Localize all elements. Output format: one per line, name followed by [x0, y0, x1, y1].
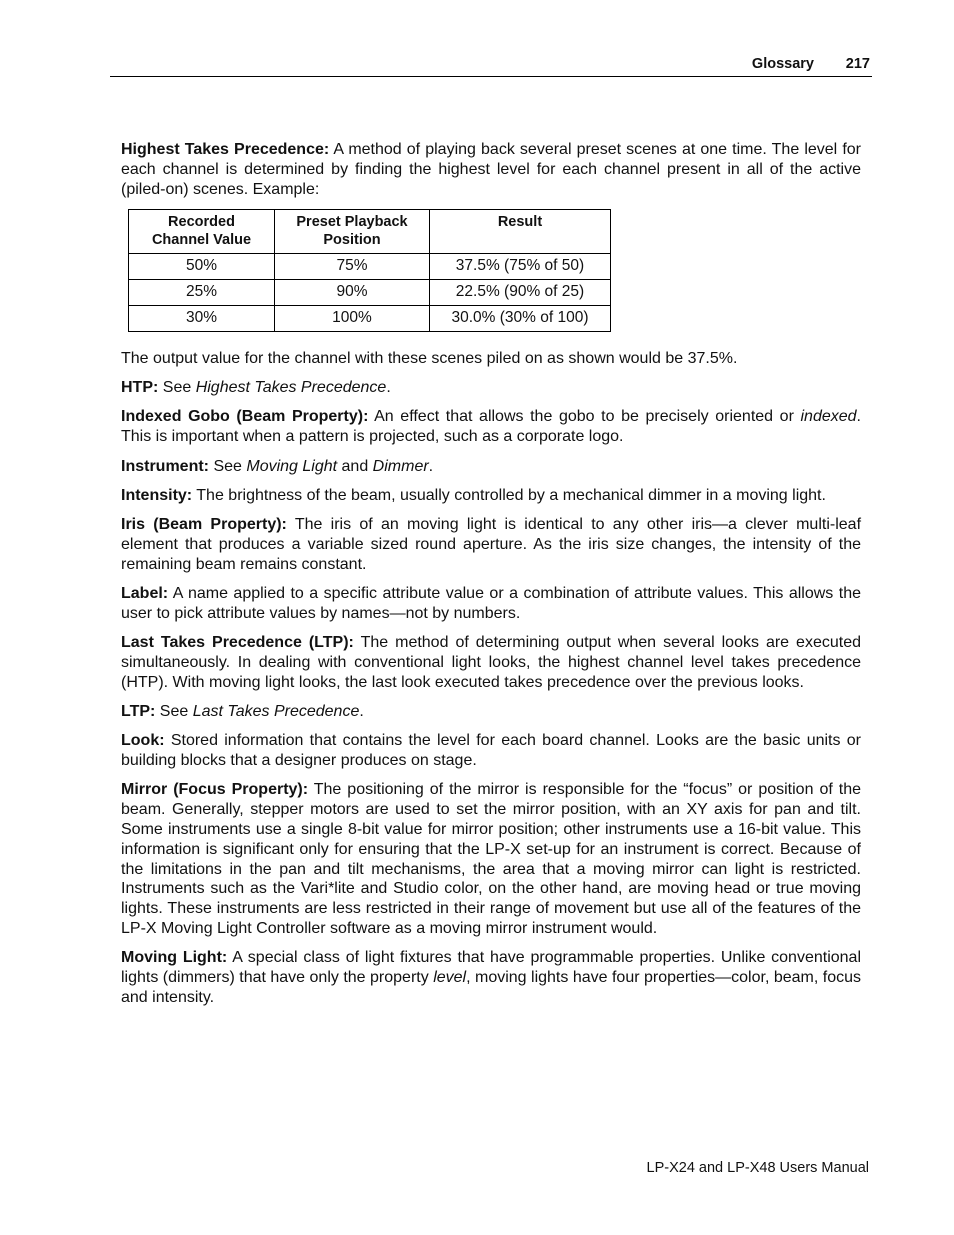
table-row	[129, 279, 611, 305]
glossary-definition: .	[386, 379, 391, 397]
glossary-definition: The method of determining output when several looks are executed simultaneously. In dealing with conventional light looks, the highest channel level takes precedence (HTP). With moving light looks, the last look executed takes precedence over the previous looks.	[121, 634, 861, 691]
glossary-term: Indexed Gobo (Beam Property):	[121, 408, 369, 426]
glossary-definition: The iris of an moving light is identical to any other iris—a clever multi-leaf element that produces a variable sized round aperture. As the iris size changes, the intensity of the remaining beam remains constant.	[121, 516, 862, 573]
table-cell: 90%	[275, 279, 430, 305]
table-row	[129, 305, 611, 331]
glossary-entry	[121, 457, 861, 477]
glossary-definition: .	[359, 703, 364, 721]
glossary-term: Look:	[121, 732, 165, 750]
glossary-entry	[121, 378, 861, 398]
glossary-definition: A method of playing back several preset scenes at one time. The level for each channel is determined by finding the highest level for each channel present in all of the active (piled-on) scenes. Example:	[121, 141, 862, 198]
table-cell: 75%	[275, 253, 430, 279]
glossary-term: Instrument:	[121, 457, 209, 475]
example-table	[128, 209, 611, 332]
table-cell: 50%	[129, 253, 275, 279]
glossary-entry	[121, 731, 861, 771]
glossary-entry	[121, 584, 861, 624]
glossary-term: Label:	[121, 585, 169, 603]
glossary-definition: .	[428, 457, 434, 475]
glossary-term: Iris (Beam Property):	[121, 516, 287, 534]
column-header-recorded: Recorded Channel Value	[129, 209, 275, 253]
table-cell: 22.5% (90% of 25)	[430, 279, 611, 305]
glossary-definition: See	[209, 457, 247, 475]
cross-reference: level	[433, 969, 467, 987]
glossary-entry	[121, 486, 861, 506]
glossary-definition: See	[155, 703, 193, 721]
glossary-definition: A special class of light fixtures that have programmable properties. Unlike conventional lights (dimmers) that have only the property	[121, 949, 862, 987]
glossary-term: Last Takes Precedence (LTP):	[121, 634, 354, 652]
table-cell: 30%	[129, 305, 275, 331]
glossary-entries	[121, 378, 861, 1008]
page-number: 217	[845, 56, 870, 72]
glossary-entry	[121, 780, 861, 938]
glossary-definition: An effect that allows the gobo to be precisely oriented or	[368, 408, 801, 426]
glossary-term: Intensity:	[121, 486, 193, 504]
column-header-result: Result	[430, 209, 611, 253]
column-header-preset: Preset Playback Position	[275, 209, 430, 253]
glossary-definition: and	[337, 457, 373, 475]
table-header-row	[129, 209, 611, 253]
table-cell: 30.0% (30% of 100)	[430, 305, 611, 331]
glossary-definition: The positioning of the mirror is responsible for the “focus” or position of the beam. Generally, stepper motors are used to set the mirror position, with an XY axis for pan and tilt. Some instruments use a single 8-bit value for mirror position; other instruments use a 16-bit value. This information is significant only for ensuring that the LP-X set-up for an instrument is correct. Because of the limitations in the pan and tilt mechanisms, the area that a moving mirror can light is restricted. Instruments such as the Vari*lite and Studio color, on the other hand, are moving head or true moving lights. These instruments are less restricted in their range of movement but use all of the features of the LP-X Moving Light Controller software as a moving mirror instrument would.	[121, 781, 861, 938]
glossary-definition: Stored information that contains the level for each board channel. Looks are the basic units or building blocks that a designer produces on stage.	[121, 732, 861, 770]
cross-reference: Last Takes Precedence	[192, 703, 360, 721]
cross-reference: Moving Light	[246, 457, 338, 475]
glossary-term: Mirror (Focus Property):	[121, 781, 309, 799]
glossary-term: Moving Light:	[121, 949, 228, 967]
glossary-definition: , moving lights have four properties—color, beam, focus and intensity.	[121, 969, 862, 1006]
page-footer: LP-X24 and LP-X48 Users Manual	[646, 1160, 869, 1176]
output-note: The output value for the channel with these scenes piled on as shown would be 37.5%.	[121, 349, 738, 367]
glossary-definition: A name applied to a specific attribute value or a combination of attribute values. This allows the user to pick attribute values by names—not by numbers.	[121, 585, 861, 622]
glossary-definition: . This is important when a pattern is projected, such as a corporate logo.	[121, 408, 861, 446]
glossary-entry	[121, 948, 861, 1007]
cross-reference: Dimmer	[372, 457, 429, 475]
table-cell: 25%	[129, 279, 275, 305]
glossary-entry	[121, 702, 861, 722]
table-cell: 100%	[275, 305, 430, 331]
glossary-content	[121, 140, 861, 1017]
cross-reference: Highest Takes Precedence	[195, 379, 387, 397]
glossary-entry	[121, 515, 861, 574]
table-row	[129, 253, 611, 279]
glossary-entry-htp-full	[121, 140, 861, 199]
glossary-term: HTP:	[121, 379, 159, 397]
glossary-entry	[121, 407, 861, 447]
table-cell: 37.5% (75% of 50)	[430, 253, 611, 279]
cross-reference: indexed	[800, 408, 857, 426]
glossary-definition: The brightness of the beam, usually controlled by a mechanical dimmer in a moving light.	[192, 486, 826, 504]
glossary-definition: See	[158, 379, 196, 397]
glossary-term: LTP:	[121, 703, 156, 721]
page-header	[110, 54, 872, 77]
section-title: Glossary	[751, 56, 814, 72]
glossary-term: Highest Takes Precedence:	[121, 141, 330, 158]
glossary-entry	[121, 633, 861, 692]
